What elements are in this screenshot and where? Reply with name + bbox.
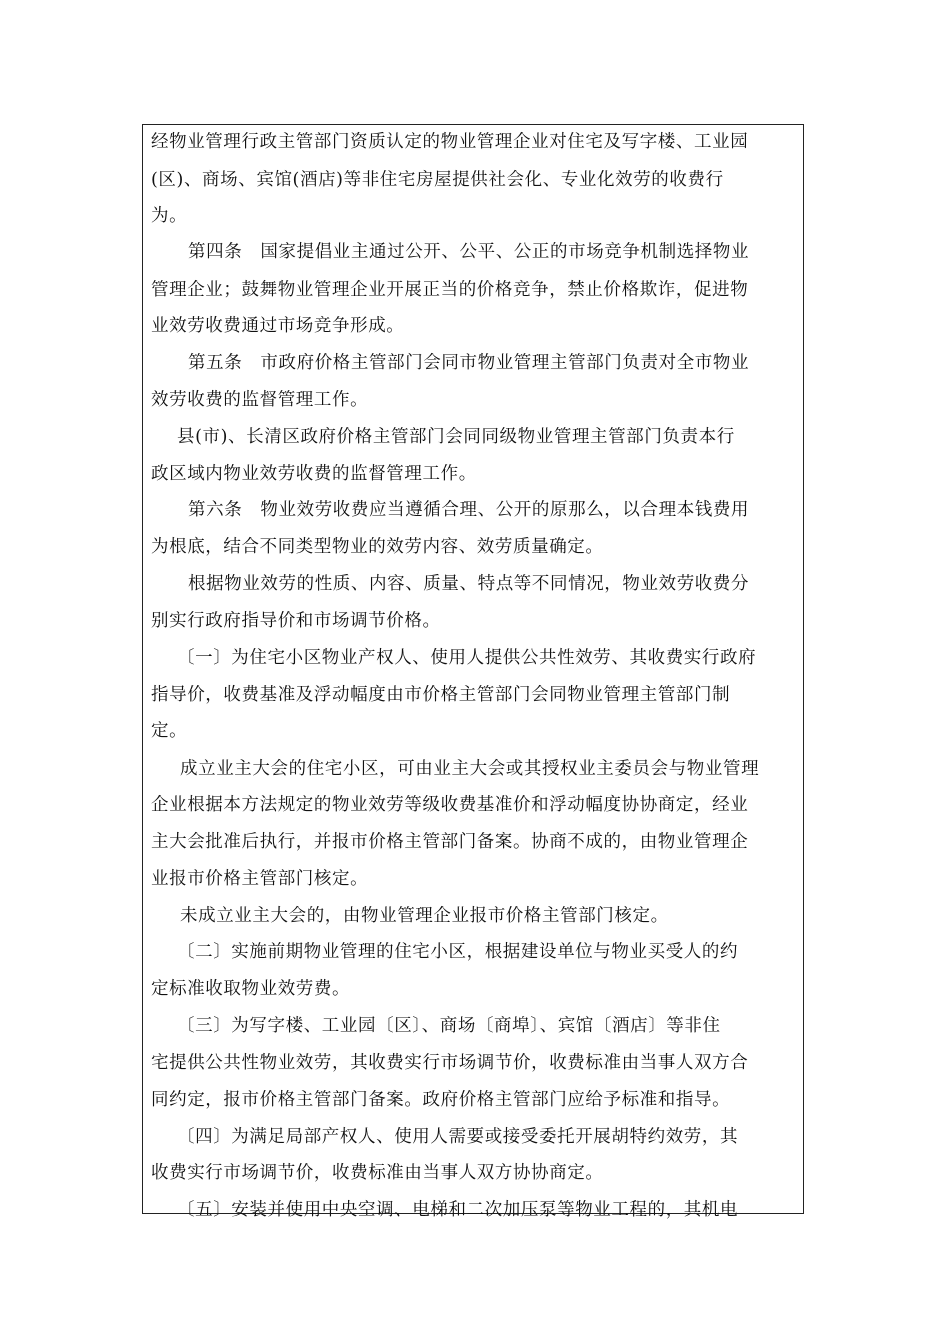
text-line: 为。 [151, 206, 188, 226]
text-line: 〔四〕为满足局部产权人、使用人需要或接受委托开展胡特约效劳，其 [177, 1127, 739, 1147]
text-line: 为根底，结合不同类型物业的效劳内容、效劳质量确定。 [151, 537, 604, 557]
text-line: 主大会批准后执行，并报市价格主管部门备案。协商不成的，由物业管理企 [151, 832, 749, 852]
text-line: 〔五〕安装并使用中央空调、电梯和二次加压泵等物业工程的，其机电 [177, 1200, 739, 1220]
text-line: 〔一〕为住宅小区物业产权人、使用人提供公共性效劳、其收费实行政府 [177, 648, 757, 668]
text-line: 宅提供公共性物业效劳，其收费实行市场调节价，收费标准由当事人双方合 [151, 1053, 749, 1073]
text-line: 县(市)、长清区政府价格主管部门会同同级物业管理主管部门负责本行 [177, 427, 735, 447]
text-line: 成立业主大会的住宅小区，可由业主大会或其授权业主委员会与物业管理 [180, 759, 760, 779]
text-line: 业报市价格主管部门核定。 [151, 869, 369, 889]
text-line: 第五条 市政府价格主管部门会同市物业管理主管部门负责对全市物业 [188, 353, 750, 373]
text-line: 定标准收取物业效劳费。 [151, 979, 351, 999]
text-line: 收费实行市场调节价，收费标准由当事人双方协协商定。 [151, 1163, 604, 1183]
text-line: 同约定，报市价格主管部门备案。政府价格主管部门应给予标准和指导。 [151, 1090, 731, 1110]
text-line: 未成立业主大会的，由物业管理企业报市价格主管部门核定。 [180, 906, 669, 926]
text-line: 第六条 物业效劳收费应当遵循合理、公开的原那么，以合理本钱费用 [188, 500, 750, 520]
text-line: 〔三〕为写字楼、工业园〔区〕、商场〔商埠〕、宾馆〔酒店〕等非住 [177, 1016, 721, 1036]
text-line: 经物业管理行政主管部门资质认定的物业管理企业对住宅及写字楼、工业园 [151, 132, 749, 152]
text-line: 定。 [151, 721, 188, 741]
text-line: (区)、商场、宾馆(酒店)等非住宅房屋提供社会化、专业化效劳的收费行 [151, 170, 724, 190]
text-line: 企业根据本方法规定的物业效劳等级收费基准价和浮动幅度协协商定，经业 [151, 795, 749, 815]
text-line: 业效劳收费通过市场竞争形成。 [151, 316, 405, 336]
text-line: 根据物业效劳的性质、内容、质量、特点等不同情况，物业效劳收费分 [188, 574, 750, 594]
text-line: 管理企业；鼓舞物业管理企业开展正当的价格竞争，禁止价格欺诈，促进物 [151, 280, 749, 300]
text-line: 效劳收费的监督管理工作。 [151, 390, 369, 410]
text-line: 别实行政府指导价和市场调节价格。 [151, 611, 441, 631]
text-line: 指导价，收费基准及浮动幅度由市价格主管部门会同物业管理主管部门制 [151, 685, 731, 705]
text-line: 政区域内物业效劳收费的监督管理工作。 [151, 464, 477, 484]
text-line: 〔二〕实施前期物业管理的住宅小区，根据建设单位与物业买受人的约 [177, 942, 739, 962]
text-line: 第四条 国家提倡业主通过公开、公平、公正的市场竞争机制选择物业 [188, 242, 750, 262]
